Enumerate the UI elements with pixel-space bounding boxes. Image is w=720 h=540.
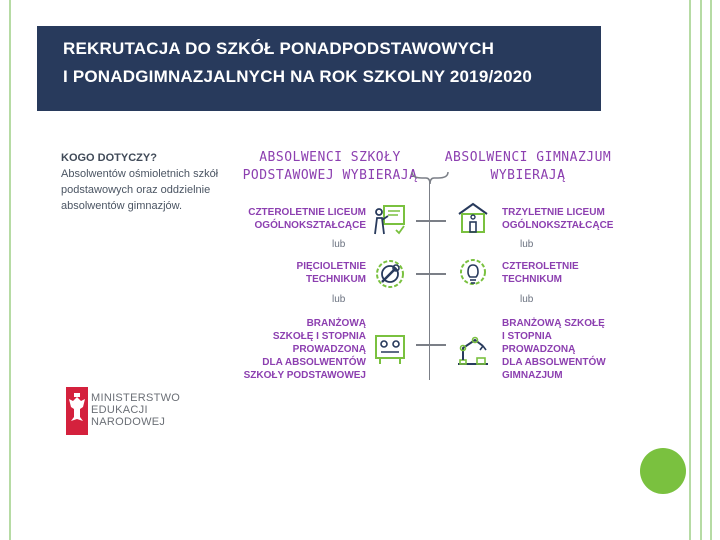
left-item-2-line-1: PIĘCIOLETNIE	[296, 261, 366, 272]
right-item-3-line-4: DLA ABSOLWENTÓW	[502, 357, 606, 368]
ministry-line-1: MINISTERSTWO	[91, 392, 181, 404]
control-panel-icon	[372, 330, 408, 366]
border-line	[9, 0, 11, 540]
right-item-3-line-3: PROWADZONĄ	[502, 344, 576, 355]
connector-line	[416, 344, 446, 346]
robot-arm-icon	[455, 332, 491, 368]
title-line-2: I PONADGIMNAZJALNYCH NA ROK SZKOLNY 2019/2020	[63, 67, 533, 86]
left-item-1-line-1: CZTEROLETNIE LICEUM	[248, 207, 366, 218]
ministry-line-3: NARODOWEJ	[91, 416, 166, 428]
left-item-3-line-5: SZKOŁY PODSTAWOWEJ	[243, 370, 366, 381]
right-item-3	[502, 317, 632, 382]
right-item-1-line-1: TRZYLETNIE LICEUM	[502, 207, 605, 218]
border-line	[700, 0, 702, 540]
ministry-line-2: EDUKACJI	[91, 404, 148, 416]
left-column-title-line-2: PODSTAWOWEJ WYBIERAJĄ	[242, 168, 418, 183]
connector-line	[416, 273, 446, 275]
column-divider	[429, 182, 430, 380]
left-column-title-line-1: ABSOLWENCI SZKOŁY	[259, 150, 401, 165]
left-item-3	[226, 317, 366, 382]
right-item-1-line-2: OGÓLNOKSZTAŁCĄCE	[502, 220, 614, 231]
left-lub-2: lub	[332, 294, 346, 305]
polish-eagle-emblem-icon	[66, 387, 88, 435]
left-item-1-line-2: OGÓLNOKSZTAŁCĄCE	[254, 220, 366, 231]
right-item-1	[502, 206, 642, 232]
left-column-title	[235, 149, 425, 185]
brace-icon	[410, 170, 450, 186]
right-item-2-line-1: CZTEROLETNIE	[502, 261, 579, 272]
gear-bulb-icon	[455, 256, 491, 292]
right-item-2-line-2: TECHNIKUM	[502, 274, 562, 285]
left-item-3-line-3: PROWADZONĄ	[292, 344, 366, 355]
who-title: KOGO DOTYCZY?	[61, 152, 157, 164]
school-building-icon	[455, 200, 491, 236]
right-item-3-line-5: GIMNAZJUM	[502, 370, 563, 381]
right-lub-2: lub	[520, 294, 534, 305]
right-item-3-line-2: I STOPNIA	[502, 331, 552, 342]
right-column-title-line-1: ABSOLWENCI GIMNAZJUM	[444, 150, 612, 165]
title-line-1: REKRUTACJA DO SZKÓŁ PONADPODSTAWOWYCH	[63, 39, 495, 58]
left-item-2	[236, 260, 366, 286]
who-section	[61, 150, 231, 214]
right-column-title	[433, 149, 623, 185]
left-item-3-line-2: SZKOŁĘ I STOPNIA	[272, 331, 366, 342]
ministry-name	[91, 392, 180, 428]
right-item-3-line-1: BRANŻOWĄ SZKOŁĘ	[502, 318, 605, 329]
left-item-2-line-2: TECHNIKUM	[306, 274, 366, 285]
right-column-title-line-2: WYBIERAJĄ	[490, 168, 566, 183]
right-item-2	[502, 260, 632, 286]
left-lub-1: lub	[332, 239, 346, 250]
title-banner	[37, 26, 601, 111]
who-text: Absolwentów ośmioletnich szkół podstawowych oraz oddzielnie absolwentów gimnazjów.	[61, 168, 219, 212]
left-item-1	[236, 206, 366, 232]
border-line	[689, 0, 691, 540]
right-lub-1: lub	[520, 239, 534, 250]
wrench-gear-icon	[372, 256, 408, 292]
left-item-3-line-1: BRANŻOWĄ	[306, 318, 366, 329]
border-line	[710, 0, 712, 540]
connector-line	[416, 220, 446, 222]
left-item-3-line-4: DLA ABSOLWENTÓW	[262, 357, 366, 368]
school-board-icon	[372, 202, 408, 238]
decorative-circle	[640, 448, 686, 494]
